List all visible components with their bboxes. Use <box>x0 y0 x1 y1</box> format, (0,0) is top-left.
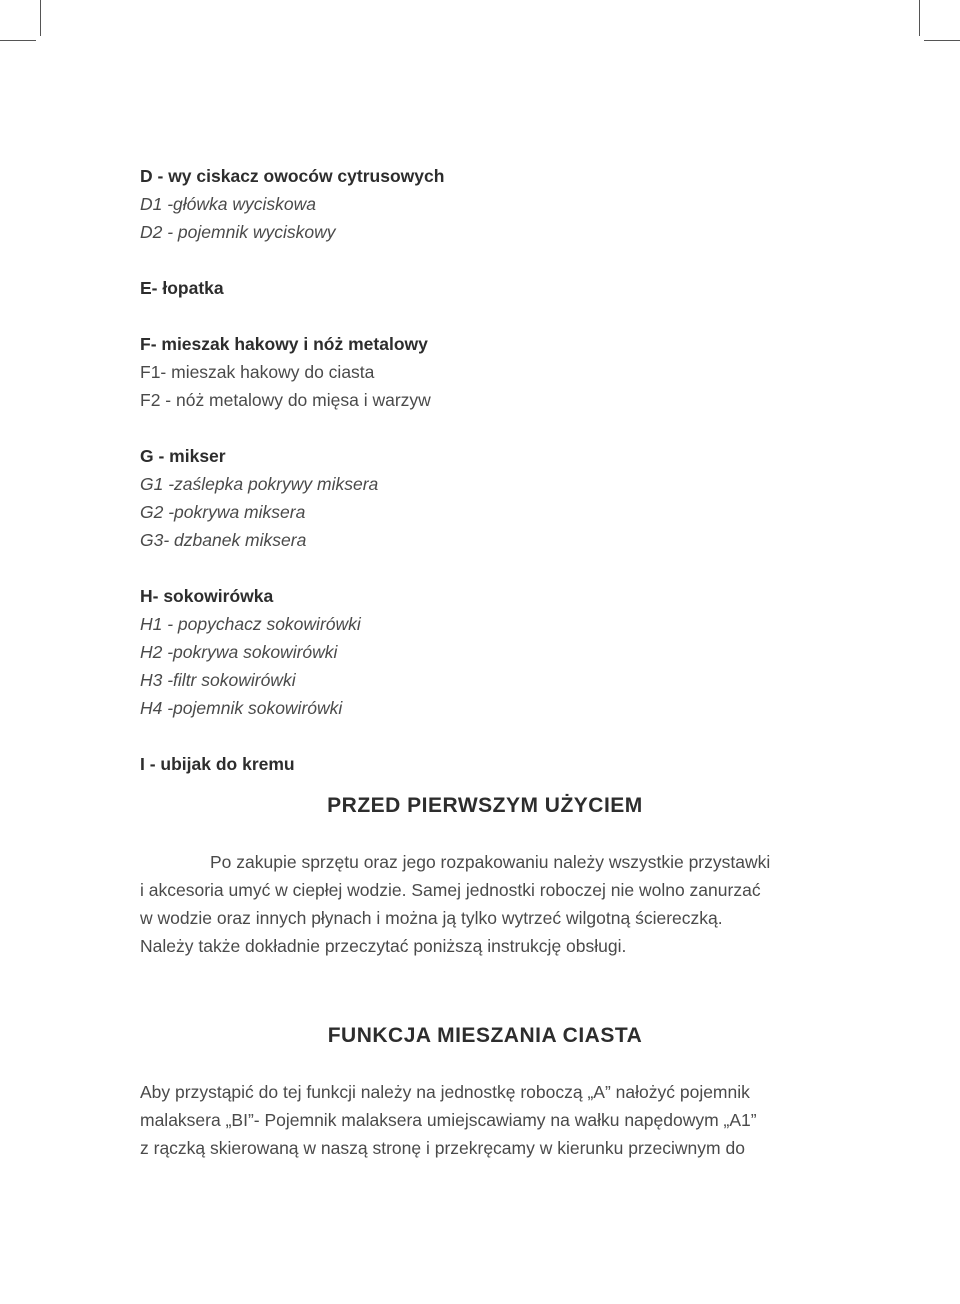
parts-group-h <box>140 582 830 722</box>
group-item: G1 -zaślepka pokrywy miksera <box>140 474 379 494</box>
paragraph-line: Należy także dokładnie przeczytać poniższą instrukcję obsługi. <box>140 936 627 956</box>
paragraph-line: i akcesoria umyć w ciepłej wodzie. Samej jednostki roboczej nie wolno zanurzać <box>140 880 761 900</box>
page-content <box>140 162 830 1162</box>
group-heading: G - mikser <box>140 446 226 466</box>
group-heading: E- łopatka <box>140 278 224 298</box>
paragraph-line: Po zakupie sprzętu oraz jego rozpakowaniu należy wszystkie przystawki <box>210 852 771 872</box>
group-item: H1 - popychacz sokowirówki <box>140 614 361 634</box>
parts-group-i <box>140 750 830 778</box>
paragraph-line: malaksera „BI”- Pojemnik malaksera umiejscawiamy na wałku napędowym „A1” <box>140 1110 757 1130</box>
parts-group-d <box>140 162 830 246</box>
paragraph-line: Aby przystąpić do tej funkcji należy na jednostkę roboczą „A” nałożyć pojemnik <box>140 1082 750 1102</box>
paragraph-line: z rączką skierowaną w naszą stronę i przekręcamy w kierunku przeciwnym do <box>140 1138 745 1158</box>
first-use-paragraph <box>140 848 830 960</box>
group-item: G3- dzbanek miksera <box>140 530 307 550</box>
group-heading: D - wy ciskacz owoców cytrusowych <box>140 166 445 186</box>
section-title-first-use: PRZED PIERWSZYM UŻYCIEM <box>327 794 643 817</box>
group-heading: H- sokowirówka <box>140 586 274 606</box>
group-item: H4 -pojemnik sokowirówki <box>140 698 343 718</box>
parts-group-g <box>140 442 830 554</box>
group-item: F2 - nóż metalowy do mięsa i warzyw <box>140 390 431 410</box>
group-item: D2 - pojemnik wyciskowy <box>140 222 336 242</box>
crop-mark-top-right-horizontal <box>924 40 960 41</box>
group-item: H2 -pokrywa sokowirówki <box>140 642 338 662</box>
crop-mark-top-left-horizontal <box>0 40 36 41</box>
group-heading: I - ubijak do kremu <box>140 754 295 774</box>
group-item: D1 -główka wyciskowa <box>140 194 317 214</box>
parts-group-f <box>140 330 830 414</box>
group-heading: F- mieszak hakowy i nóż metalowy <box>140 334 428 354</box>
paragraph-line: w wodzie oraz innych płynach i można ją tylko wytrzeć wilgotną ściereczką. <box>140 908 723 928</box>
crop-mark-top-left-vertical <box>40 0 41 36</box>
group-item: H3 -filtr sokowirówki <box>140 670 296 690</box>
section-title-dough-mixing: FUNKCJA MIESZANIA CIASTA <box>327 1024 643 1047</box>
group-item: F1- mieszak hakowy do ciasta <box>140 362 375 382</box>
group-item: G2 -pokrywa miksera <box>140 502 306 522</box>
dough-mixing-paragraph <box>140 1078 830 1162</box>
crop-mark-top-right-vertical <box>919 0 920 36</box>
parts-group-e <box>140 274 830 302</box>
